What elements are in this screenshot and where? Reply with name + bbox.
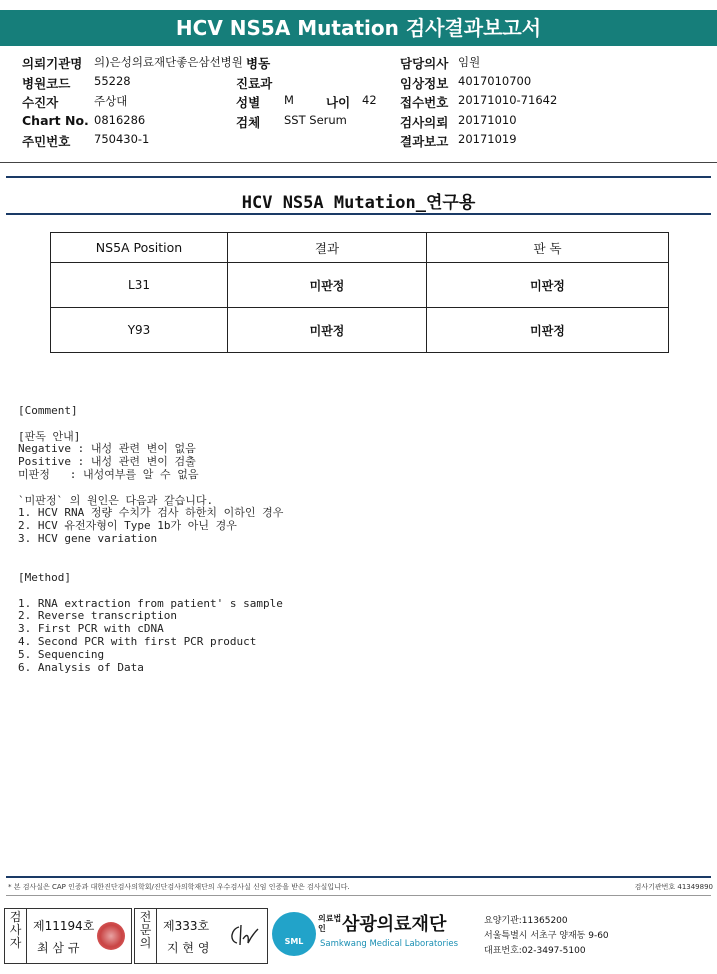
report-title: HCV NS5A Mutation 검사결과보고서 (0, 10, 717, 46)
org-address: 서울특별시 서초구 양재동 9-60 (484, 931, 609, 941)
chart-label: Chart No. (22, 112, 89, 128)
footer-line (6, 876, 711, 878)
signature-box-specialist (134, 908, 268, 964)
patient-value: 주상대 (94, 94, 128, 108)
method-section: [Method] 1. RNA extraction from patient' s sample 2. Reverse transcription 3. First PCR with cDNA 4. Second PCR with first PCR product 5. Sequencing 6. Analysis of Data (18, 571, 283, 674)
clinical-value: 4017010700 (458, 73, 532, 88)
certification-note: * 본 검사실은 CAP 인증과 대한진단검사의학회/진단검사의학재단의 우수검사실 신임 인증을 받은 검사실입니다. (8, 883, 350, 891)
specialist-number: 제333호 (163, 919, 210, 933)
clinical-label: 임상정보 (400, 75, 449, 91)
section-top-line (6, 176, 711, 178)
result-cell: 미판정 (228, 308, 427, 353)
seal-icon (97, 922, 125, 950)
tester-name: 최 삼 규 (37, 941, 80, 955)
ward-label: 병동 (246, 56, 271, 71)
result-cell: 미판정 (228, 263, 427, 308)
age-label: 나이 (326, 95, 351, 110)
interpretation-cell: 미판정 (427, 308, 669, 353)
footer-note (8, 882, 713, 892)
lab-id: 검사기관번호 41349890 (634, 883, 713, 891)
signature-box-tester (4, 908, 132, 964)
age-value: 42 (362, 93, 377, 107)
tester-number: 제11194호 (33, 919, 95, 933)
request-value: 20171010 (458, 112, 517, 127)
org-prefix: 의료법인 (318, 914, 342, 933)
section-bottom-line (6, 213, 711, 215)
receipt-value: 20171010-71642 (458, 93, 558, 107)
specialist-label: 전문의 (135, 909, 157, 963)
table-row (51, 263, 669, 308)
section-title: HCV NS5A Mutation_연구용 (241, 193, 476, 213)
doctor-label: 담당의사 (400, 56, 449, 71)
id-value: 750430-1 (94, 132, 150, 146)
sex-value: M (284, 93, 294, 107)
results-table (50, 232, 669, 353)
org-name: 삼광의료재단 (342, 914, 447, 935)
chart-value: 0816286 (94, 112, 146, 127)
patient-label: 수진자 (22, 95, 59, 110)
column-header: 판 독 (427, 233, 669, 263)
comment-section: [Comment] [판독 안내] Negative : 내성 관련 변이 없음 Positive : 내성 관련 변이 검출 미판정 : 내성여부를 알 수 없음 `미판정` 의 원인은 다음과 같습니다. 1. HCV RNA 정량 수치가 검사 하한치 이하인 경우 2. HCV 유전자형이 Type 1b가 아닌 경우 3. HCV gene variation (18, 404, 284, 545)
position-cell: Y93 (51, 308, 228, 353)
request-label: 검사의뢰 (400, 114, 449, 130)
institution-value: 의)은성의료재단좋은삼선병원 (94, 55, 243, 69)
doctor-value: 임원 (458, 55, 481, 69)
sml-logo-icon: SML (272, 912, 316, 956)
tester-label: 검사자 (5, 909, 27, 963)
org-phone: 대표번호:02-3497-5100 (484, 946, 586, 956)
specimen-value: SST Serum (284, 112, 347, 127)
dept-label: 진료과 (236, 75, 273, 91)
report-date-value: 20171019 (458, 132, 517, 146)
org-code: 요양기관:11365200 (484, 916, 568, 926)
column-header: 결과 (228, 233, 427, 263)
column-header: NS5A Position (51, 233, 228, 263)
interpretation-cell: 미판정 (427, 263, 669, 308)
sex-label: 성별 (236, 95, 261, 110)
org-name-en: Samkwang Medical Laboratories (320, 939, 459, 949)
institution-label: 의뢰기관명 (22, 56, 83, 71)
position-cell: L31 (51, 263, 228, 308)
table-header-row (51, 233, 669, 263)
report-date-label: 결과보고 (400, 134, 449, 149)
patient-info (22, 54, 702, 152)
specialist-name: 지 현 영 (167, 941, 210, 955)
table-row (51, 308, 669, 353)
hospital-code-value: 55228 (94, 73, 131, 88)
receipt-label: 접수번호 (400, 95, 449, 110)
id-label: 주민번호 (22, 134, 71, 149)
header-divider (0, 162, 717, 163)
specimen-label: 검체 (236, 114, 261, 130)
signature-icon (227, 923, 261, 949)
footer-divider (6, 895, 711, 896)
hospital-code-label: 병원코드 (22, 75, 71, 91)
